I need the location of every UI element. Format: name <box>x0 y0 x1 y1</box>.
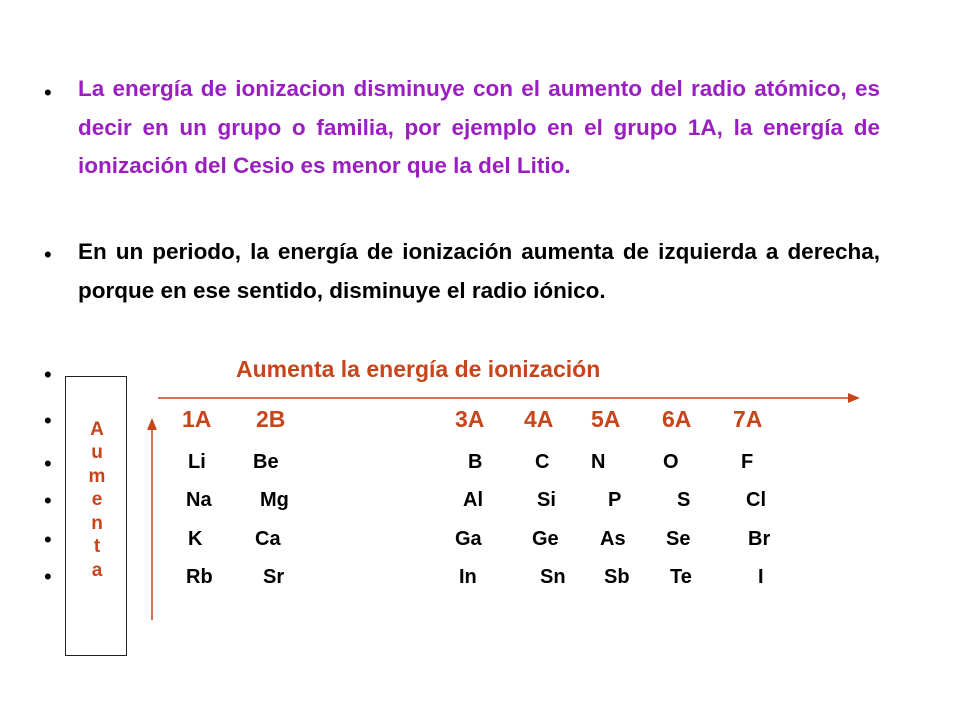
bullet: • <box>44 527 52 552</box>
element-symbol: Ga <box>455 528 482 550</box>
vertical-arrowhead <box>147 418 157 430</box>
group-label: 1A <box>182 406 212 432</box>
bullet: • <box>44 80 52 105</box>
element-symbol: Sb <box>604 566 630 588</box>
element-symbol: Cl <box>746 489 766 511</box>
bullet: • <box>44 488 52 513</box>
element-symbol: Sn <box>540 566 566 588</box>
element-symbol: Si <box>537 489 556 511</box>
horizontal-arrowhead <box>848 393 860 403</box>
element-symbol: S <box>677 489 691 511</box>
element-symbol: Rb <box>186 566 213 588</box>
paragraph-ionization-period: En un periodo, la energía de ionización aumenta de izquierda a derecha, porque en ese sentido, disminuye el radio iónico. <box>78 239 880 303</box>
element-symbol: Sr <box>263 566 285 588</box>
vertical-aumenta-box <box>65 376 127 656</box>
element-symbol: Te <box>670 566 692 588</box>
element-symbol: In <box>459 566 477 588</box>
element-symbol: B <box>468 451 483 473</box>
element-symbol: Ge <box>532 528 559 550</box>
element-symbol: I <box>758 566 764 588</box>
element-symbol: C <box>535 451 550 473</box>
bullet: • <box>44 362 52 387</box>
bullet: • <box>44 451 52 476</box>
element-symbol: Li <box>188 451 206 473</box>
trend-heading: Aumenta la energía de ionización <box>236 356 601 382</box>
element-symbol: Al <box>463 489 483 511</box>
group-label: 2B <box>256 406 286 432</box>
group-label: 4A <box>524 406 554 432</box>
vertical-letter: a <box>91 560 103 581</box>
bullet: • <box>44 242 52 267</box>
element-symbol: P <box>608 489 622 511</box>
group-label: 7A <box>733 406 763 432</box>
vertical-letter: t <box>93 536 101 557</box>
element-symbol: As <box>600 528 626 550</box>
element-symbol: Mg <box>260 489 289 511</box>
group-label: 3A <box>455 406 485 432</box>
element-symbol: F <box>741 451 754 473</box>
vertical-letter: A <box>90 419 104 440</box>
vertical-letter: e <box>91 489 103 510</box>
element-symbol: Ca <box>255 528 281 550</box>
bullet: • <box>44 564 52 589</box>
element-symbol: O <box>663 451 679 473</box>
paragraph-ionization-radius: La energía de ionizacion disminuye con el aumento del radio atómico, es decir en un grupo o familia, por ejemplo en el grupo 1A, la energía de ionización del Cesio es menor que la del Litio. <box>78 76 880 178</box>
vertical-letter: m <box>88 466 106 487</box>
element-symbol: Br <box>748 528 771 550</box>
vertical-letter: u <box>91 442 103 463</box>
element-symbol: N <box>591 451 606 473</box>
element-symbol: K <box>188 528 203 550</box>
bullet: • <box>44 408 52 433</box>
group-label: 6A <box>662 406 692 432</box>
element-symbol: Se <box>666 528 691 550</box>
vertical-letter: n <box>91 513 103 534</box>
group-label: 5A <box>591 406 621 432</box>
element-symbol: Na <box>186 489 212 511</box>
element-symbol: Be <box>253 451 279 473</box>
